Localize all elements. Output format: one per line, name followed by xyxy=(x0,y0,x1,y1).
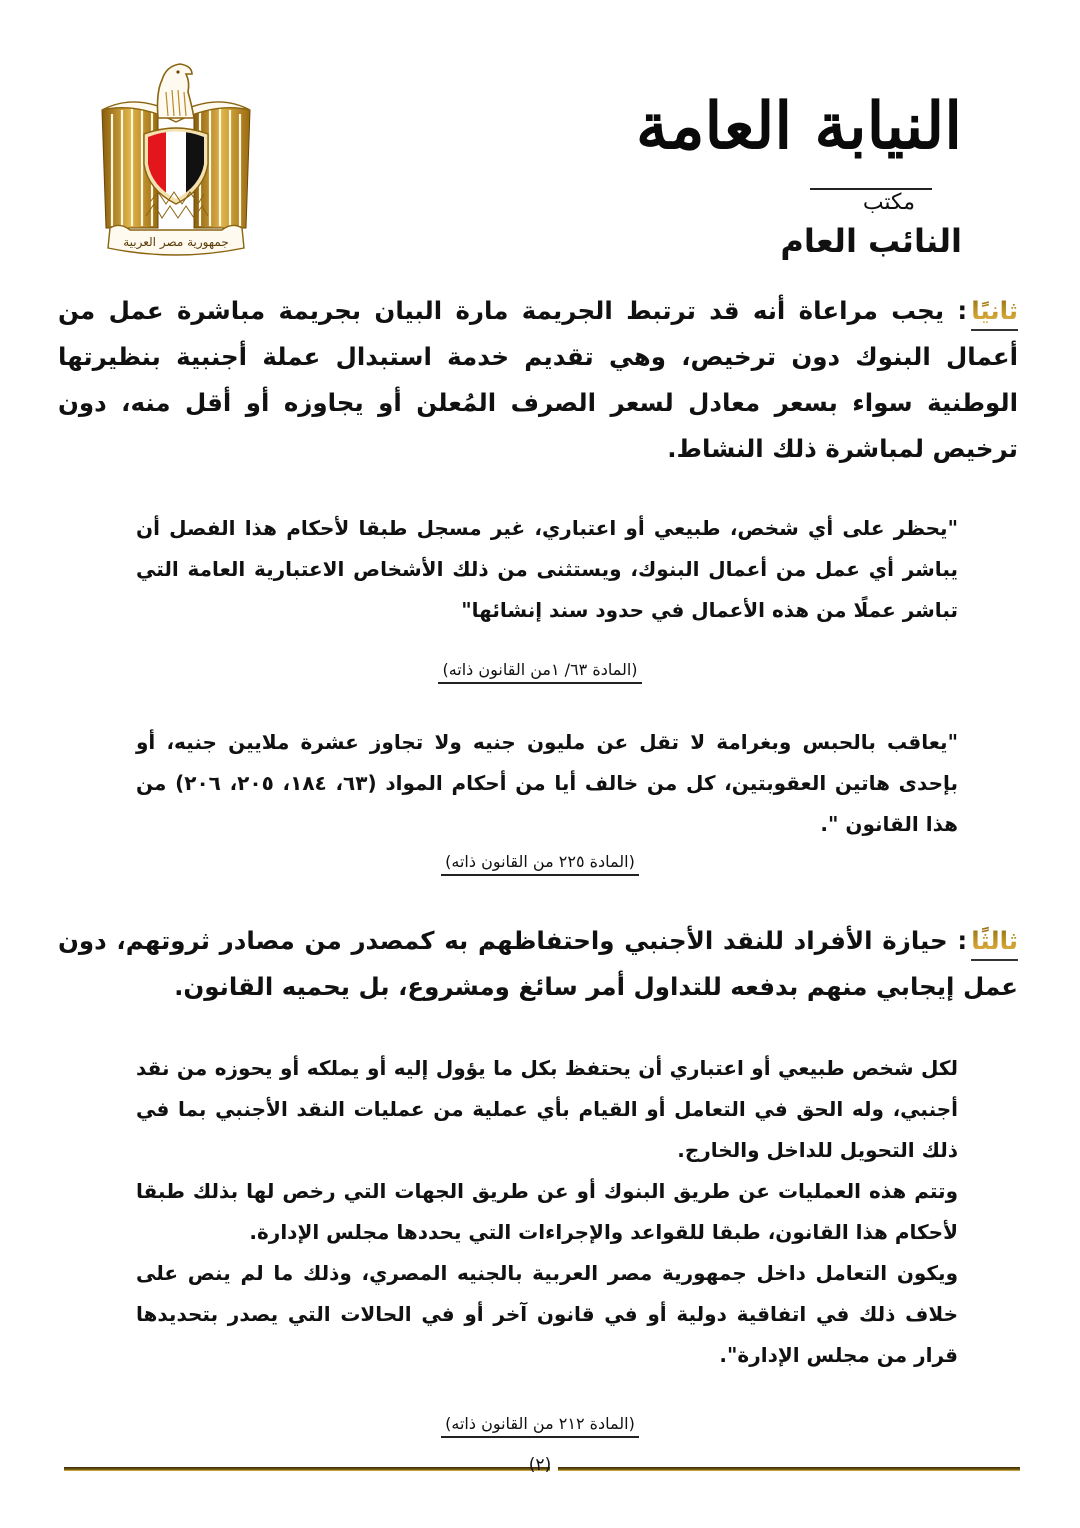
quote-paragraph: وتتم هذه العمليات عن طريق البنوك أو عن طريق الجهات التي رخص لها بذلك طبقا لأحكام هذا القانون، طبقا للقواعد والإجراءات التي يحددها مجلس الإدارة. xyxy=(136,1179,958,1244)
citation-article-63 xyxy=(0,660,1080,679)
eagle-head xyxy=(158,64,195,118)
office-label: مكتب xyxy=(862,190,915,215)
page-number: (٢) xyxy=(528,1455,552,1475)
quote-article-63: "يحظر على أي شخص، طبيعي أو اعتباري، غير مسجل طبقا لأحكام هذا الفصل أن يباشر أي عمل من أعمال البنوك، ويستثنى من ذلك الأشخاص الاعتبارية العامة التي تباشر عملًا من هذه الأعمال في حدود سند إنشائها" xyxy=(136,516,958,622)
organization-title: النيابة العامة xyxy=(635,89,962,164)
lead-colon: : xyxy=(957,296,968,325)
quote-paragraph: لكل شخص طبيعي أو اعتباري أن يحتفظ بكل ما يؤول إليه أو يملكه أو يحوزه من نقد أجنبي، وله الحق في التعامل أو القيام بأي عملية من عمليات النقد الأجنبي بما في ذلك التحويل للداخل والخارج. xyxy=(136,1056,958,1162)
section-three-paragraph xyxy=(58,918,1018,1010)
section-three-lead: ثالثًا xyxy=(971,924,1018,961)
citation-text: (المادة ٢٢٥ من القانون ذاته) xyxy=(441,852,639,876)
section-two-text: يجب مراعاة أنه قد ترتبط الجريمة مارة البيان بجريمة مباشرة عمل من أعمال البنوك دون ترخيص، وهي تقديم خدمة استبدال عملة أجنبية بنظيرتها الوطنية سواء بسعر معادل لسعر الصرف المُعلن أو يجاوزه أو أقل منه، دون ترخيص لمباشرة ذلك النشاط. xyxy=(58,296,1018,463)
citation-text: (المادة ٦٣/ ١من القانون ذاته) xyxy=(438,660,641,684)
section-three-text: حيازة الأفراد للنقد الأجنبي واحتفاظهم به كمصدر من مصادر ثروتهم، دون عمل إيجابي منهم بدفعه للتداول أمر سائغ ومشروع، بل يحميه القانون. xyxy=(58,926,1018,1001)
lead-colon: : xyxy=(957,926,968,955)
section-two-paragraph xyxy=(58,288,1018,472)
quote-article-212 xyxy=(136,1048,958,1376)
office-name: النائب العام xyxy=(780,222,962,260)
emblem-banner-text: جمهورية مصر العربية xyxy=(123,235,229,249)
quote-article-225: "يعاقب بالحبس وبغرامة لا تقل عن مليون جنيه ولا تجاوز عشرة ملايين جنيه، أو بإحدى هاتين العقوبتين، كل من خالف أيا من أحكام المواد (٦٣، ١٨٤، ٢٠٥، ٢٠٦) من هذا القانون ". xyxy=(136,730,958,836)
quote-paragraph: ويكون التعامل داخل جمهورية مصر العربية بالجنيه المصري، وذلك ما لم ينص على خلاف ذلك في اتفاقية دولية أو في قانون آخر أو في الحالات التي يصدر بتحديدها قرار من مجلس الإدارة". xyxy=(136,1261,958,1367)
citation-article-225 xyxy=(0,852,1080,871)
citation-article-212 xyxy=(0,1414,1080,1433)
section-two-lead: ثانيًا xyxy=(971,294,1018,331)
citation-text: (المادة ٢١٢ من القانون ذاته) xyxy=(441,1414,639,1438)
egypt-eagle-emblem-icon xyxy=(96,52,256,266)
emblem-banner xyxy=(108,225,244,255)
